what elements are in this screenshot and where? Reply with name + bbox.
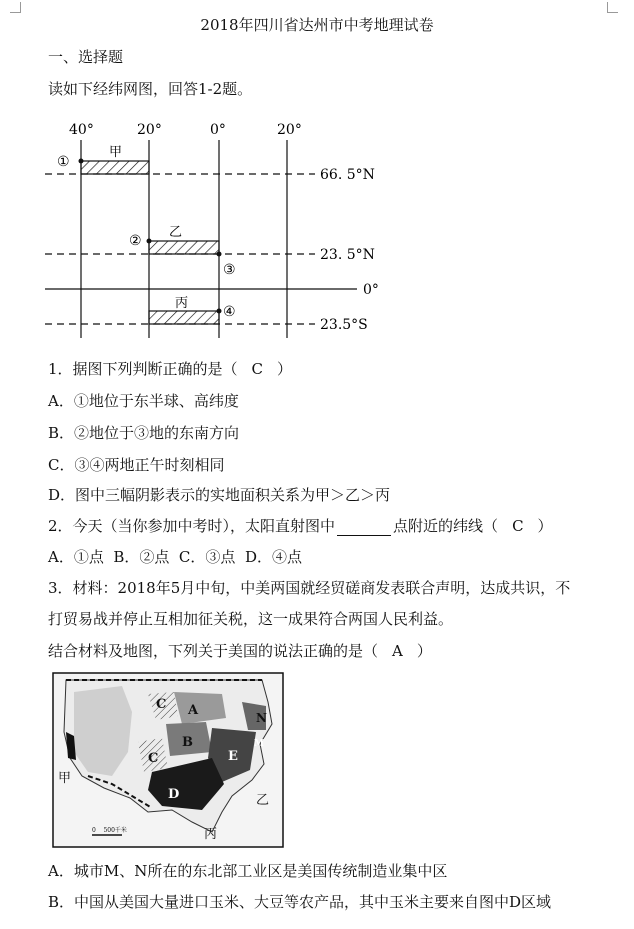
lon-label-0: 0° [210,122,226,138]
lat-label-23-5s: 23.5°S [320,317,368,333]
point-label-1: ① [57,154,70,170]
question-1-option-b: B．②地位于③地的东南方向 [48,424,240,442]
point-label-2: ② [129,233,142,249]
point-1-dot [79,159,84,164]
map-label-a: A [188,703,199,718]
lon-label-20w: 20° [137,122,162,138]
region-jia-shaded [81,161,149,174]
question-1-stem [48,358,292,379]
region-yi-shaded [149,241,219,254]
map-label-n: N [256,711,267,725]
question-2-stem-text: 2．今天（当你参加中考时），太阳直射图中 [48,517,336,535]
map-label-yi: 乙 [256,793,270,808]
question-1-option-d: D．图中三幅阴影表示的实地面积关系为甲＞乙＞丙 [48,486,391,504]
map-label-c-south: C [148,751,159,766]
question-2-answer: C [512,517,524,535]
map-label-m: M [254,739,264,749]
point-label-4: ④ [223,304,236,320]
point-label-3: ③ [223,262,236,278]
map-label-e: E [228,749,238,764]
region-label-jia: 甲 [109,145,123,160]
lon-label-20e: 20° [277,122,302,138]
map-label-c-north: C [156,697,167,712]
question-3-option-a: A．城市M、N所在的东北部工业区是美国传统制造业集中区 [48,862,448,880]
question-2-stem-mid: 点附近的纬线（ [393,517,499,535]
question-2-blank [337,521,391,536]
question-1-option-c: C．③④两地正午时刻相同 [48,456,225,474]
question-3-option-b: B．中国从美国大量进口玉米、大豆等农产品，其中玉米主要来自图中D区域 [48,893,552,911]
question-2-stem-close: ） [537,517,553,535]
latitude-longitude-grid-figure [45,116,390,341]
page-title: 2018年四川省达州市中考地理试卷 [200,16,434,34]
map-label-b: B [182,735,193,750]
question-3-material-line-1: 3．材料：2018年5月中旬，中美两国就经贸磋商发表联合声明，达成共识，不 [48,579,571,597]
question-3-stem-close: ） [416,642,432,660]
point-4-dot [217,309,222,314]
question-3-material-line-2: 打贸易战并停止互相加征关税，这一成果符合两国人民利益。 [48,610,454,628]
question-1-stem-text: 1．据图下列判断正确的是（ [48,360,238,378]
section-heading: 一、选择题 [48,48,124,66]
map-label-jia: 甲 [58,771,72,786]
corner-mark-left [10,2,21,13]
lat-label-66-5n: 66. 5°N [320,167,375,183]
question-3-stem-text: 结合材料及地图，下列关于美国的说法正确的是（ [48,642,379,660]
usa-map-figure [52,672,284,848]
point-3-dot [217,252,222,257]
corner-mark-right [607,2,618,13]
map-label-bing: 丙 [204,827,218,842]
question-3-answer: A [392,642,403,660]
scale-label: 0 500千米 [92,827,127,834]
lat-label-equator: 0° [363,282,379,298]
lon-label-40: 40° [69,122,94,138]
question-3-stem [48,640,432,661]
point-2-dot [147,239,152,244]
lat-label-23-5n: 23. 5°N [320,247,375,263]
region-label-bing: 丙 [175,296,189,311]
region-bing-shaded [149,311,219,324]
question-1-answer: C [251,360,264,378]
question-2-stem [48,515,553,536]
region-label-yi: 乙 [169,225,183,240]
question-1-stem-close: ） [277,360,293,378]
question-2-options: A．①点 B．②点 C．③点 D．④点 [48,548,302,566]
map-label-d: D [168,787,180,802]
intro-text: 读如下经纬网图，回答1-2题。 [48,80,253,98]
question-1-option-a: A．①地位于东半球、高纬度 [48,392,239,410]
